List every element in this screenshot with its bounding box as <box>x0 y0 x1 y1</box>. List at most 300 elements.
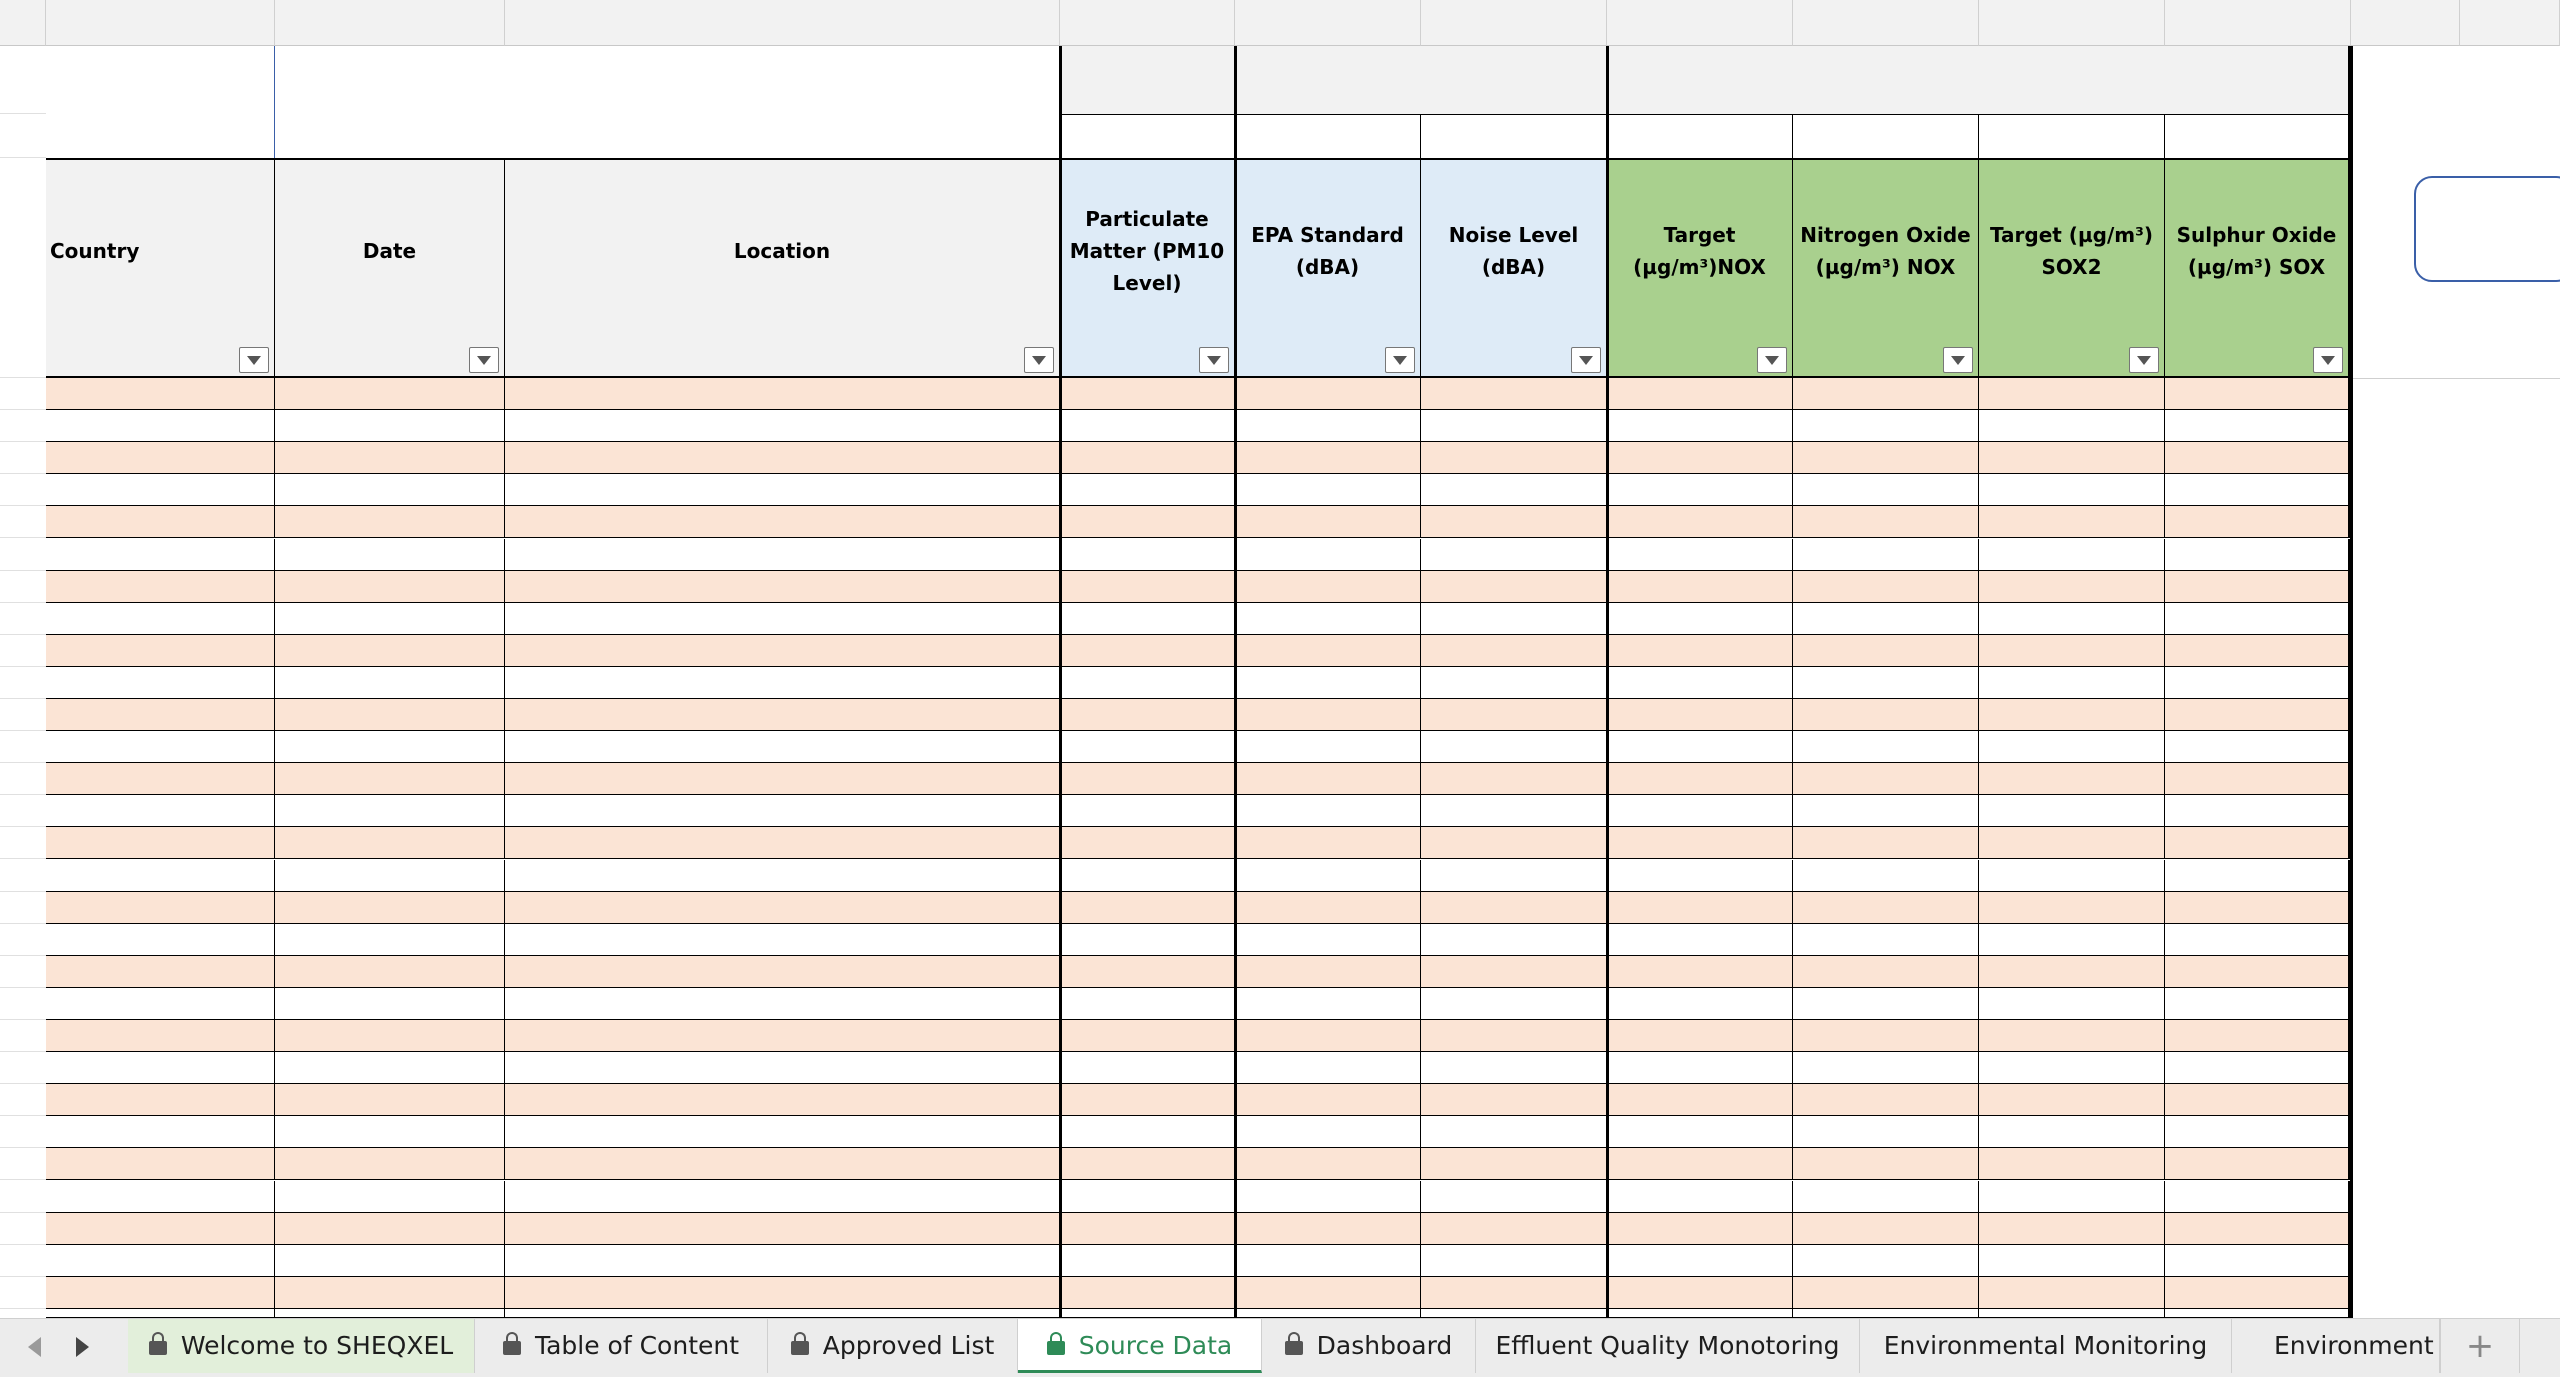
empty-cell[interactable] <box>1421 1181 1607 1213</box>
empty-cell[interactable] <box>505 763 1060 795</box>
empty-cell[interactable] <box>1979 892 2165 924</box>
column-header-BE[interactable] <box>1421 0 1607 46</box>
empty-cell[interactable] <box>1979 1020 2165 1052</box>
filter-dropdown-icon[interactable] <box>469 347 499 373</box>
row-header-2[interactable] <box>0 114 46 158</box>
data-cell[interactable] <box>505 442 1060 474</box>
empty-cell[interactable] <box>1793 988 1979 1020</box>
row-header-32[interactable] <box>0 1277 46 1309</box>
data-cell[interactable] <box>2165 699 2351 731</box>
empty-cell[interactable] <box>46 1181 275 1213</box>
data-cell[interactable] <box>1607 571 1793 603</box>
row-header-9[interactable] <box>0 539 46 571</box>
empty-cell[interactable] <box>505 1116 1060 1148</box>
empty-cell[interactable] <box>1060 795 1235 827</box>
data-cell[interactable] <box>1979 442 2165 474</box>
data-cell[interactable] <box>46 635 275 667</box>
empty-cell[interactable] <box>1607 1277 1793 1309</box>
data-cell[interactable] <box>46 410 275 442</box>
data-cell[interactable] <box>1421 699 1607 731</box>
data-cell[interactable] <box>505 539 1060 571</box>
empty-cell[interactable] <box>275 1277 505 1309</box>
empty-cell[interactable] <box>1060 892 1235 924</box>
row-header-12[interactable] <box>0 635 46 667</box>
data-cell[interactable] <box>1607 506 1793 538</box>
column-header-BG[interactable] <box>1793 0 1979 46</box>
data-cell[interactable] <box>275 731 505 763</box>
empty-cell[interactable] <box>46 924 275 956</box>
empty-cell[interactable] <box>505 1181 1060 1213</box>
empty-cell[interactable] <box>1793 1309 1979 1318</box>
empty-cell[interactable] <box>1235 1277 1421 1309</box>
sheet-tab[interactable] <box>1262 1319 1476 1373</box>
row-header-15[interactable] <box>0 731 46 763</box>
empty-cell[interactable] <box>1060 1020 1235 1052</box>
data-cell[interactable] <box>1060 667 1235 699</box>
data-cell[interactable] <box>46 699 275 731</box>
empty-cell[interactable] <box>1979 1148 2165 1180</box>
empty-cell[interactable] <box>46 1245 275 1277</box>
data-cell[interactable] <box>1421 442 1607 474</box>
empty-cell[interactable] <box>46 795 275 827</box>
data-cell[interactable] <box>505 635 1060 667</box>
data-cell[interactable] <box>1979 539 2165 571</box>
row-header-31[interactable] <box>0 1245 46 1277</box>
data-cell[interactable] <box>275 603 505 635</box>
sheet-tab[interactable] <box>1476 1319 1860 1373</box>
empty-cell[interactable] <box>1793 763 1979 795</box>
empty-cell[interactable] <box>1060 1309 1235 1318</box>
data-cell[interactable] <box>1060 410 1235 442</box>
data-cell[interactable] <box>1060 442 1235 474</box>
column-header-BH[interactable] <box>1979 0 2165 46</box>
data-cell[interactable] <box>1235 506 1421 538</box>
data-cell[interactable] <box>1979 410 2165 442</box>
empty-cell[interactable] <box>1979 956 2165 988</box>
empty-cell[interactable] <box>46 988 275 1020</box>
empty-cell[interactable] <box>1421 956 1607 988</box>
empty-cell[interactable] <box>2165 1277 2351 1309</box>
empty-cell[interactable] <box>505 956 1060 988</box>
empty-cell[interactable] <box>46 763 275 795</box>
filter-dropdown-icon[interactable] <box>1385 347 1415 373</box>
data-cell[interactable] <box>1060 378 1235 410</box>
data-cell[interactable] <box>1607 539 1793 571</box>
data-cell[interactable] <box>2165 442 2351 474</box>
sheet-tab[interactable] <box>1018 1319 1262 1373</box>
empty-cell[interactable] <box>1421 860 1607 892</box>
empty-cell[interactable] <box>2165 1116 2351 1148</box>
empty-cell[interactable] <box>1793 1181 1979 1213</box>
empty-cell[interactable] <box>505 1020 1060 1052</box>
row-header-26[interactable] <box>0 1084 46 1116</box>
data-cell[interactable] <box>46 539 275 571</box>
data-cell[interactable] <box>1421 539 1607 571</box>
data-cell[interactable] <box>46 571 275 603</box>
empty-cell[interactable] <box>1979 1084 2165 1116</box>
empty-cell[interactable] <box>1235 1245 1421 1277</box>
empty-cell[interactable] <box>1060 1245 1235 1277</box>
data-cell[interactable] <box>505 667 1060 699</box>
data-cell[interactable] <box>275 635 505 667</box>
data-cell[interactable] <box>1793 571 1979 603</box>
data-cell[interactable] <box>1793 603 1979 635</box>
data-cell[interactable] <box>1793 474 1979 506</box>
data-cell[interactable] <box>1979 731 2165 763</box>
empty-cell[interactable] <box>1979 795 2165 827</box>
row-header-22[interactable] <box>0 956 46 988</box>
filter-dropdown-icon[interactable] <box>1199 347 1229 373</box>
empty-cell[interactable] <box>1793 1052 1979 1084</box>
row-header-21[interactable] <box>0 924 46 956</box>
empty-cell[interactable] <box>1607 1309 1793 1318</box>
empty-cell[interactable] <box>1060 988 1235 1020</box>
column-header-BD[interactable] <box>1235 0 1421 46</box>
filter-dropdown-icon[interactable] <box>2313 347 2343 373</box>
data-cell[interactable] <box>1421 474 1607 506</box>
data-cell[interactable] <box>505 506 1060 538</box>
empty-cell[interactable] <box>505 1245 1060 1277</box>
empty-cell[interactable] <box>1235 763 1421 795</box>
row-header-17[interactable] <box>0 795 46 827</box>
empty-cell[interactable] <box>2165 860 2351 892</box>
row-header-16[interactable] <box>0 763 46 795</box>
row-header-7[interactable] <box>0 474 46 506</box>
empty-cell[interactable] <box>1060 827 1235 859</box>
scroll-tabs-left-icon[interactable] <box>28 1337 41 1357</box>
empty-cell[interactable] <box>1607 1020 1793 1052</box>
empty-cell[interactable] <box>1235 924 1421 956</box>
sheet-tab[interactable] <box>1860 1319 2232 1373</box>
empty-cell[interactable] <box>1060 1052 1235 1084</box>
empty-cell[interactable] <box>275 988 505 1020</box>
empty-cell[interactable] <box>1793 1245 1979 1277</box>
empty-cell[interactable] <box>1421 988 1607 1020</box>
empty-cell[interactable] <box>1979 1116 2165 1148</box>
empty-cell[interactable] <box>1607 924 1793 956</box>
data-cell[interactable] <box>275 667 505 699</box>
empty-cell[interactable] <box>1607 1245 1793 1277</box>
data-cell[interactable] <box>275 506 505 538</box>
row-header-30[interactable] <box>0 1213 46 1245</box>
data-cell[interactable] <box>2165 603 2351 635</box>
data-cell[interactable] <box>505 378 1060 410</box>
empty-cell[interactable] <box>1235 860 1421 892</box>
empty-cell[interactable] <box>1607 1084 1793 1116</box>
data-cell[interactable] <box>1060 571 1235 603</box>
empty-cell[interactable] <box>1607 1213 1793 1245</box>
data-cell[interactable] <box>1421 603 1607 635</box>
empty-cell[interactable] <box>1793 860 1979 892</box>
column-header-BJ[interactable] <box>2351 0 2460 46</box>
row-header-19[interactable] <box>0 860 46 892</box>
empty-cell[interactable] <box>2165 1020 2351 1052</box>
empty-cell[interactable] <box>1235 1116 1421 1148</box>
empty-cell[interactable] <box>1607 892 1793 924</box>
data-cell[interactable] <box>1793 667 1979 699</box>
empty-cell[interactable] <box>46 1309 275 1318</box>
empty-cell[interactable] <box>2165 1213 2351 1245</box>
data-cell[interactable] <box>1979 571 2165 603</box>
data-cell[interactable] <box>1607 731 1793 763</box>
data-cell[interactable] <box>1607 603 1793 635</box>
column-header-BK[interactable] <box>2460 0 2560 46</box>
data-cell[interactable] <box>2165 571 2351 603</box>
data-cell[interactable] <box>1979 603 2165 635</box>
row-header-3[interactable] <box>0 158 46 378</box>
data-cell[interactable] <box>1235 539 1421 571</box>
row-header-27[interactable] <box>0 1116 46 1148</box>
empty-cell[interactable] <box>1421 924 1607 956</box>
empty-cell[interactable] <box>275 924 505 956</box>
data-cell[interactable] <box>1421 506 1607 538</box>
data-cell[interactable] <box>1235 378 1421 410</box>
empty-cell[interactable] <box>1979 988 2165 1020</box>
empty-cell[interactable] <box>2165 956 2351 988</box>
empty-cell[interactable] <box>1421 1116 1607 1148</box>
empty-cell[interactable] <box>275 956 505 988</box>
data-cell[interactable] <box>1235 571 1421 603</box>
empty-cell[interactable] <box>1060 1148 1235 1180</box>
empty-cell[interactable] <box>1421 827 1607 859</box>
empty-cell[interactable] <box>275 1084 505 1116</box>
empty-cell[interactable] <box>1421 1084 1607 1116</box>
empty-cell[interactable] <box>1979 860 2165 892</box>
return-button[interactable] <box>2414 176 2560 282</box>
data-cell[interactable] <box>1235 699 1421 731</box>
filter-dropdown-icon[interactable] <box>2129 347 2159 373</box>
data-cell[interactable] <box>2165 378 2351 410</box>
filter-dropdown-icon[interactable] <box>239 347 269 373</box>
empty-cell[interactable] <box>1979 763 2165 795</box>
empty-cell[interactable] <box>1060 763 1235 795</box>
empty-cell[interactable] <box>275 795 505 827</box>
empty-cell[interactable] <box>1235 956 1421 988</box>
empty-cell[interactable] <box>1060 924 1235 956</box>
scroll-tabs-right-icon[interactable] <box>76 1337 89 1357</box>
data-cell[interactable] <box>2165 731 2351 763</box>
empty-cell[interactable] <box>46 1116 275 1148</box>
empty-cell[interactable] <box>2165 1309 2351 1318</box>
data-cell[interactable] <box>1060 506 1235 538</box>
row-header-33[interactable] <box>0 1309 46 1318</box>
column-header-BI[interactable] <box>2165 0 2351 46</box>
data-cell[interactable] <box>1979 667 2165 699</box>
row-header-23[interactable] <box>0 988 46 1020</box>
data-cell[interactable] <box>505 571 1060 603</box>
data-cell[interactable] <box>1060 603 1235 635</box>
empty-cell[interactable] <box>275 1116 505 1148</box>
empty-cell[interactable] <box>1421 1020 1607 1052</box>
select-all-corner[interactable] <box>0 0 46 46</box>
row-header-20[interactable] <box>0 892 46 924</box>
empty-cell[interactable] <box>46 827 275 859</box>
data-cell[interactable] <box>1235 667 1421 699</box>
empty-cell[interactable] <box>1979 1277 2165 1309</box>
empty-cell[interactable] <box>275 1213 505 1245</box>
data-cell[interactable] <box>46 731 275 763</box>
empty-cell[interactable] <box>2165 892 2351 924</box>
empty-cell[interactable] <box>1235 1309 1421 1318</box>
data-cell[interactable] <box>1421 635 1607 667</box>
empty-cell[interactable] <box>1793 1084 1979 1116</box>
empty-cell[interactable] <box>46 1020 275 1052</box>
row-header-18[interactable] <box>0 827 46 859</box>
filter-dropdown-icon[interactable] <box>1943 347 1973 373</box>
data-cell[interactable] <box>1979 506 2165 538</box>
empty-cell[interactable] <box>1793 924 1979 956</box>
empty-cell[interactable] <box>1607 827 1793 859</box>
empty-cell[interactable] <box>505 860 1060 892</box>
sheet-tab[interactable] <box>475 1319 768 1373</box>
empty-cell[interactable] <box>1060 1116 1235 1148</box>
row-header-1[interactable] <box>0 46 46 114</box>
empty-cell[interactable] <box>1235 1213 1421 1245</box>
empty-cell[interactable] <box>1793 1116 1979 1148</box>
filter-dropdown-icon[interactable] <box>1757 347 1787 373</box>
data-cell[interactable] <box>46 667 275 699</box>
row-header-10[interactable] <box>0 571 46 603</box>
filter-dropdown-icon[interactable] <box>1571 347 1601 373</box>
empty-cell[interactable] <box>46 1277 275 1309</box>
empty-cell[interactable] <box>1607 1052 1793 1084</box>
data-cell[interactable] <box>46 506 275 538</box>
empty-cell[interactable] <box>1979 827 2165 859</box>
empty-cell[interactable] <box>1793 795 1979 827</box>
data-cell[interactable] <box>1979 474 2165 506</box>
data-cell[interactable] <box>275 539 505 571</box>
empty-cell[interactable] <box>275 1148 505 1180</box>
empty-cell[interactable] <box>505 1052 1060 1084</box>
empty-cell[interactable] <box>1607 1148 1793 1180</box>
empty-cell[interactable] <box>2165 1181 2351 1213</box>
data-cell[interactable] <box>505 603 1060 635</box>
empty-cell[interactable] <box>505 988 1060 1020</box>
empty-cell[interactable] <box>1421 1052 1607 1084</box>
data-cell[interactable] <box>1793 635 1979 667</box>
data-cell[interactable] <box>1607 474 1793 506</box>
empty-cell[interactable] <box>2165 988 2351 1020</box>
data-cell[interactable] <box>46 442 275 474</box>
empty-cell[interactable] <box>1793 1020 1979 1052</box>
empty-cell[interactable] <box>275 1020 505 1052</box>
empty-cell[interactable] <box>1060 1277 1235 1309</box>
empty-cell[interactable] <box>2165 1084 2351 1116</box>
empty-cell[interactable] <box>1235 1020 1421 1052</box>
empty-cell[interactable] <box>505 1084 1060 1116</box>
empty-cell[interactable] <box>1979 1181 2165 1213</box>
empty-cell[interactable] <box>275 827 505 859</box>
empty-cell[interactable] <box>1235 1084 1421 1116</box>
empty-cell[interactable] <box>1793 1148 1979 1180</box>
empty-cell[interactable] <box>1607 988 1793 1020</box>
data-cell[interactable] <box>275 474 505 506</box>
empty-cell[interactable] <box>1060 1213 1235 1245</box>
empty-cell[interactable] <box>505 1277 1060 1309</box>
sheet-tab[interactable] <box>2232 1319 2440 1373</box>
row-header-28[interactable] <box>0 1148 46 1180</box>
row-header-11[interactable] <box>0 603 46 635</box>
empty-cell[interactable] <box>1793 956 1979 988</box>
data-cell[interactable] <box>1421 731 1607 763</box>
row-header-8[interactable] <box>0 506 46 538</box>
empty-cell[interactable] <box>1979 1213 2165 1245</box>
empty-cell[interactable] <box>1793 892 1979 924</box>
data-cell[interactable] <box>2165 474 2351 506</box>
row-header-13[interactable] <box>0 667 46 699</box>
data-cell[interactable] <box>1421 571 1607 603</box>
empty-cell[interactable] <box>46 860 275 892</box>
data-cell[interactable] <box>505 699 1060 731</box>
column-header-A[interactable] <box>46 0 275 46</box>
empty-cell[interactable] <box>1060 956 1235 988</box>
sheet-tab[interactable] <box>128 1319 475 1373</box>
empty-cell[interactable] <box>1060 1181 1235 1213</box>
row-header-14[interactable] <box>0 699 46 731</box>
empty-cell[interactable] <box>1421 795 1607 827</box>
data-cell[interactable] <box>275 699 505 731</box>
empty-cell[interactable] <box>46 1213 275 1245</box>
data-cell[interactable] <box>1607 635 1793 667</box>
empty-cell[interactable] <box>275 763 505 795</box>
empty-cell[interactable] <box>46 1148 275 1180</box>
empty-cell[interactable] <box>2165 1245 2351 1277</box>
empty-cell[interactable] <box>275 1245 505 1277</box>
data-cell[interactable] <box>1607 378 1793 410</box>
data-cell[interactable] <box>1235 635 1421 667</box>
empty-cell[interactable] <box>1421 1213 1607 1245</box>
empty-cell[interactable] <box>46 1084 275 1116</box>
data-cell[interactable] <box>46 378 275 410</box>
sheet-tab[interactable] <box>768 1319 1018 1373</box>
row-header-5[interactable] <box>0 410 46 442</box>
data-cell[interactable] <box>1235 603 1421 635</box>
empty-cell[interactable] <box>505 1309 1060 1318</box>
empty-cell[interactable] <box>2165 795 2351 827</box>
empty-cell[interactable] <box>1235 988 1421 1020</box>
data-cell[interactable] <box>1235 474 1421 506</box>
empty-cell[interactable] <box>505 827 1060 859</box>
empty-cell[interactable] <box>1607 860 1793 892</box>
data-cell[interactable] <box>1979 378 2165 410</box>
empty-cell[interactable] <box>1421 1245 1607 1277</box>
data-cell[interactable] <box>1979 699 2165 731</box>
empty-cell[interactable] <box>2165 1148 2351 1180</box>
row-header-4[interactable] <box>0 378 46 410</box>
data-cell[interactable] <box>1421 378 1607 410</box>
data-cell[interactable] <box>1793 410 1979 442</box>
data-cell[interactable] <box>1607 699 1793 731</box>
empty-cell[interactable] <box>46 1052 275 1084</box>
empty-cell[interactable] <box>275 1181 505 1213</box>
column-header-BC[interactable] <box>1060 0 1235 46</box>
empty-cell[interactable] <box>1235 1181 1421 1213</box>
data-cell[interactable] <box>1060 635 1235 667</box>
empty-cell[interactable] <box>1979 1245 2165 1277</box>
empty-cell[interactable] <box>275 860 505 892</box>
empty-cell[interactable] <box>1607 956 1793 988</box>
column-header-B[interactable] <box>275 0 505 46</box>
empty-cell[interactable] <box>1607 1181 1793 1213</box>
data-cell[interactable] <box>2165 539 2351 571</box>
filter-dropdown-icon[interactable] <box>1024 347 1054 373</box>
empty-cell[interactable] <box>1421 1277 1607 1309</box>
data-cell[interactable] <box>1793 731 1979 763</box>
data-cell[interactable] <box>1793 378 1979 410</box>
data-cell[interactable] <box>1607 410 1793 442</box>
empty-cell[interactable] <box>46 956 275 988</box>
data-cell[interactable] <box>1235 410 1421 442</box>
